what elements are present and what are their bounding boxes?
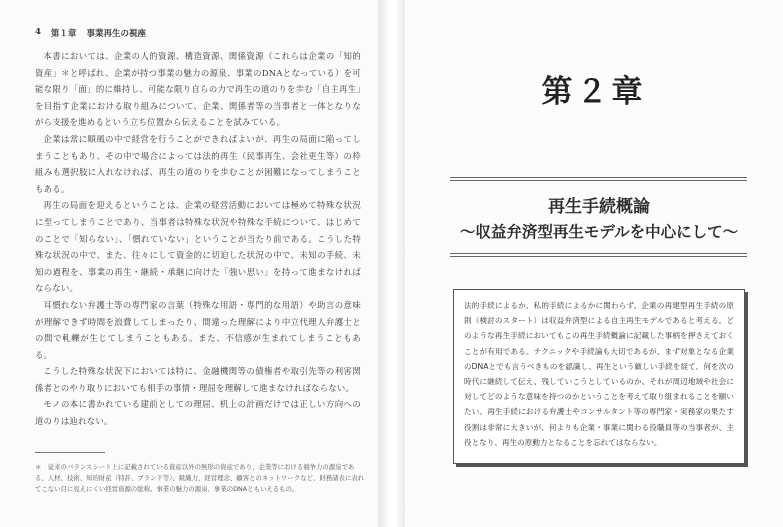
running-head-title: 事業再生の視座 [86,29,146,39]
paragraph: 本書においては、企業の人的資源、構造資源、関係資源（これらは企業の「知的資産」＊と呼ばれ、企業が持つ事業の魅力の源泉、事業のDNAとなっている）を可能な限り「面」的に維持し、可能な限り自らの力で再生の道のりを歩む「自主再生」を目指す企業における取り組みについて、企業、関係者等の当事者と一体となりながら支援を進めるという立ち位置から伝えることを試みている。 [35,51,361,128]
title-rule-bottom [450,253,747,254]
title-rule-top [450,177,747,178]
paragraph: 企業は常に順風の中で経営を行うことができればよいが、再生の局面に陥ってしまうこともあり、その中で場合によっては法的再生（民事再生、会社更生等）の枠組みも選択肢に入れなければ、再生の道のりを歩むことが困難になってしまうこともある。 [35,133,361,194]
running-head-chapter: 第１章 [50,29,77,39]
paragraph: 再生の局面を迎えるということは、企業の経営活動においては極めて特殊な状況に至ってしまうことであり、当事者は特殊な状況や特殊な手続について、はじめてのことで「知らない」、「慣れていない」ということが当たり前である。こうした特殊な状況の中で、また、往々にして資金的に切迫した状況の中で、未知の手続、未知の過程を、事業の再生・継続・承継に向けた「強い思い」を持って進まなければならない。 [35,200,361,294]
chapter-summary-box [453,289,745,464]
book-gutter [378,0,405,527]
chapter-summary-text: 法的手続によるか、私的手続によるかに関わらず、企業の再建型再生手続の原則（検討のスタート）は収益弁済型による自主再生モデルであると考える。どのような再生手続においてもこの再生手続概論に記載した事柄を押さえておくことが有用である。テクニックや手続論も大切であるが、まず対象となる企業のDNAとでも言うべきものを認識し、再生という厳しい手続を経て、何を次の時代に継続して伝え、残していこうとしているのか、それが周辺地域や社会に対してどのような意味を持つのかということを考えて取り組まれることを願いたい。再生手続における弁護士やコンサルタント等の専門家・実務家の果たす役割は非常に大きいが、何よりも企業・事業に関わる役職員等の当事者が、主役となり、再生の原動力となることを忘れてはならない。 [464,301,734,447]
page-number: 4 [35,27,41,37]
chapter-title: 再生手続概論 [548,197,650,217]
chapter-number: 第２章 [541,74,647,110]
paragraph: 耳慣れない弁護士等の専門家の言葉（特殊な用語・専門的な用語）や助言の意味が理解できず時間を浪費してしまったり、間違った理解により中立代理人弁護士との間で軋轢が生じてしまうこともある。また、不信感が生まれてしまうこともある。 [35,299,361,360]
chapter-subtitle: 〜収益弁済型再生モデルを中心にして〜 [459,222,739,241]
body-text [35,48,361,430]
running-head [35,27,146,39]
right-page [405,0,783,527]
footnote: ＊ 従来のバランスシート上に記載されている資産以外の無形の資産であり、企業等における競争力の源泉である、人材、技術、知的財産（特許、ブランド等）、組織力、経営理念、顧客とのネットワークなど、財務諸表に表れてこない目に見えにくい経営資源の総称。事業の魅力の源泉、事業のDNAともいえるもの。 [35,463,365,493]
paragraph: こうした特殊な状況下においては特に、金融機関等の債権者や取引先等の利害関係者とのやり取りにおいても相手の事情・理屈を理解して進まなければならない。 [35,366,361,393]
title-rule-bottom-thin [450,256,747,257]
left-page [0,0,378,527]
title-rule-top-thin [450,180,747,181]
paragraph: モノの本に書かれている建前としての理屈、机上の計画だけでは正しい方向への道のりは辿れない。 [35,399,361,427]
footnote-rule [35,452,105,453]
